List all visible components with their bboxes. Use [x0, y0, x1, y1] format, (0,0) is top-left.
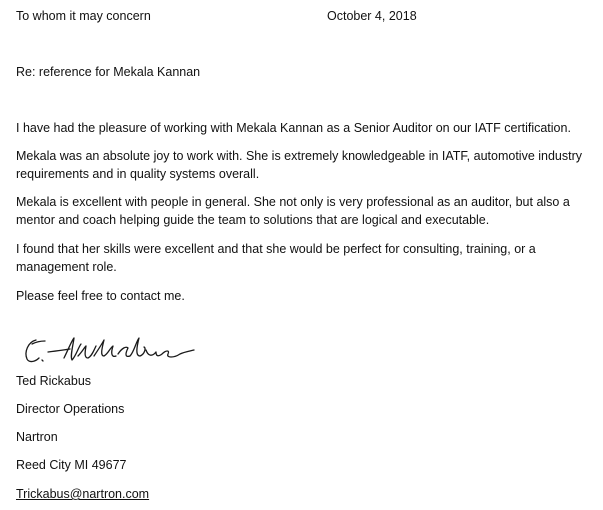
signer-title: Director Operations	[16, 402, 125, 416]
paragraph-3: Mekala is excellent with people in general. She not only is very professional as an auditor, but also a mentor and coach helping guide the team to solutions that are logical and executable.	[16, 195, 570, 227]
signer-name: Ted Rickabus	[16, 374, 92, 388]
signer-address: Reed City MI 49677	[16, 458, 127, 472]
signer-email-link[interactable]: Trickabus@nartron.com	[16, 487, 150, 501]
salutation: To whom it may concern	[16, 9, 151, 23]
paragraph-2: Mekala was an absolute joy to work with. She is extremely knowledgeable in IATF, automotive industry requirements and in quality systems overall.	[16, 149, 583, 181]
subject-line: Re: reference for Mekala Kannan	[16, 65, 201, 79]
signer-company: Nartron	[16, 430, 58, 444]
letter-date: October 4, 2018	[327, 9, 417, 23]
paragraph-4: I found that her skills were excellent and that she would be perfect for consulting, training, or a management role.	[16, 242, 536, 274]
paragraph-1: I have had the pleasure of working with Mekala Kannan as a Senior Auditor on our IATF certification.	[16, 121, 571, 135]
paragraph-5: Please feel free to contact me.	[16, 289, 185, 303]
handwritten-signature	[18, 330, 218, 370]
